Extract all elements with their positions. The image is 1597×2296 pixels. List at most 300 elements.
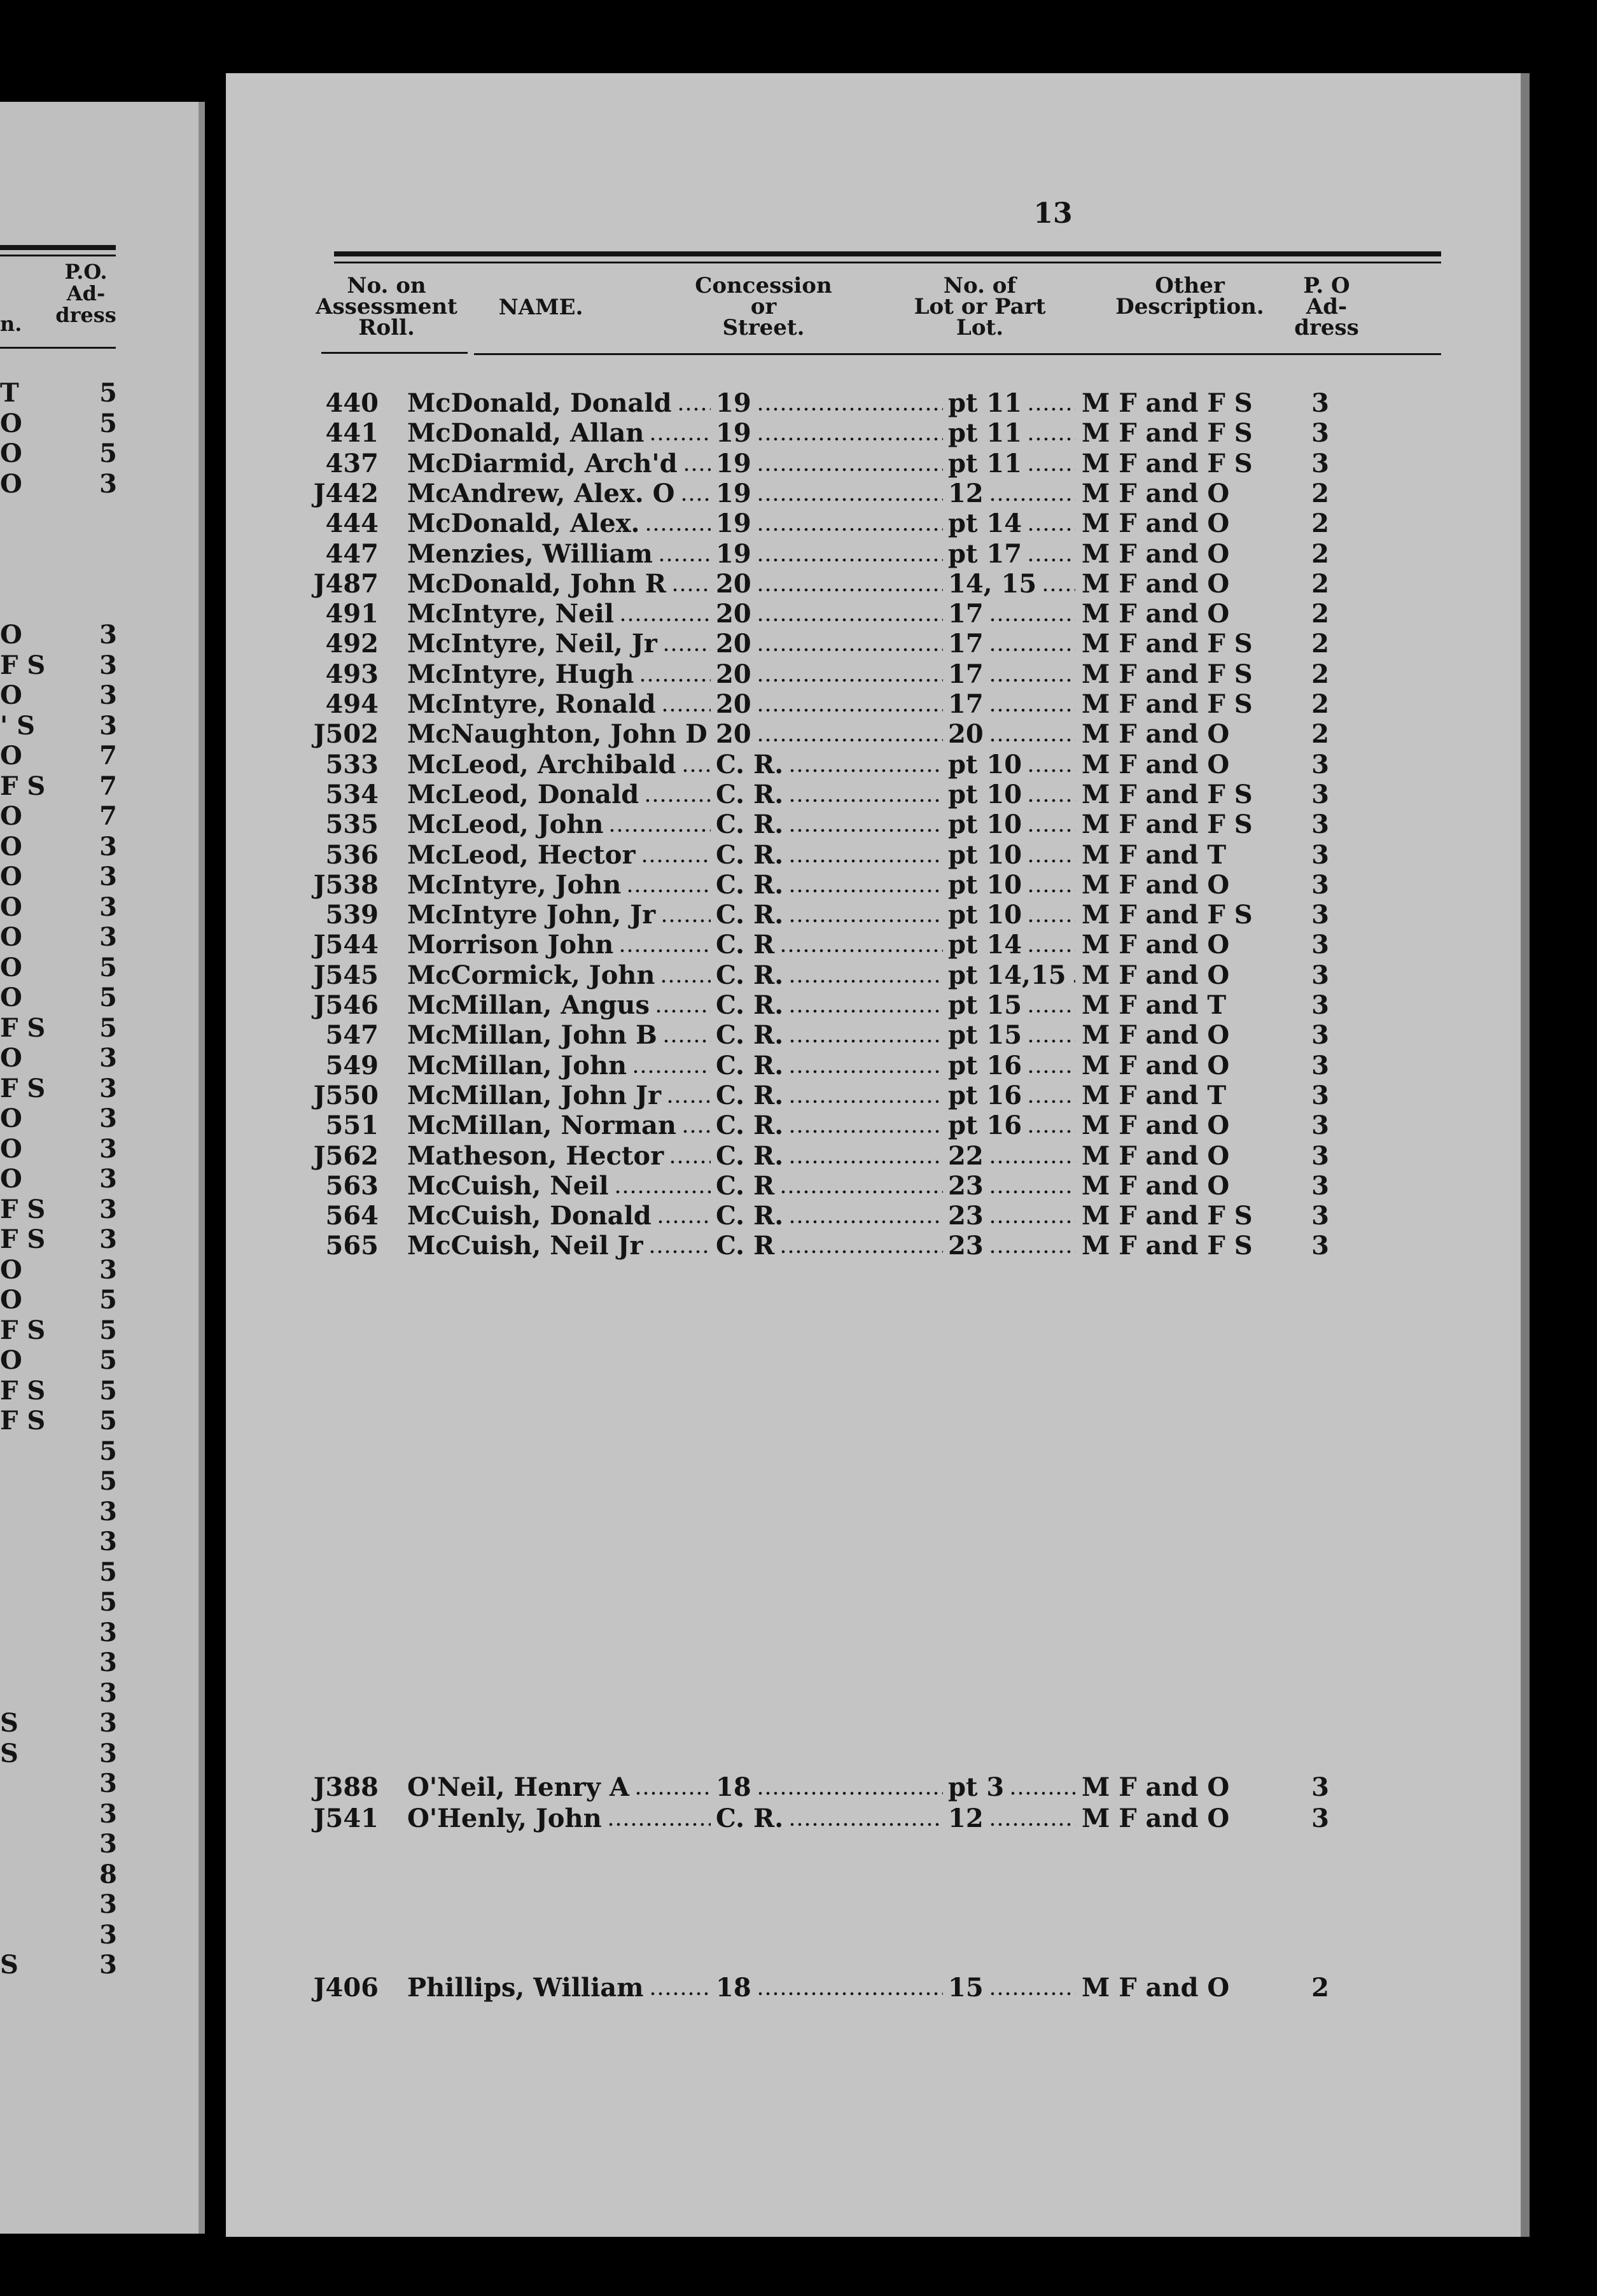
- description: M F and F S: [1082, 659, 1253, 689]
- owner-name: McDonald, Allan: [407, 418, 645, 449]
- left-row-fragment: ' S: [0, 710, 36, 741]
- left-row-fragment: O: [0, 1103, 22, 1133]
- description: M F and O: [1082, 960, 1230, 990]
- concession: 20: [716, 689, 751, 719]
- dot-leader: [1027, 1039, 1075, 1043]
- header-underline-roll: [321, 352, 468, 354]
- roll-number: J562: [313, 1140, 379, 1171]
- dot-leader: [1027, 1100, 1075, 1103]
- dot-leader: [677, 407, 711, 411]
- left-row: [0, 1195, 127, 1224]
- dot-leader: [788, 919, 943, 923]
- dot-leader: [788, 859, 943, 863]
- concession: 19: [716, 418, 751, 449]
- description: M F and F S: [1082, 779, 1253, 809]
- dot-leader: [989, 738, 1075, 742]
- concession: C. R.: [716, 1140, 784, 1171]
- owner-name: McIntyre, Ronald: [407, 689, 656, 719]
- owner-name: McIntyre, John: [407, 869, 622, 900]
- dot-leader: [779, 1190, 943, 1194]
- dot-leader: [788, 1100, 943, 1103]
- description: M F and F S: [1082, 388, 1253, 418]
- left-row-fragment: F S: [0, 650, 46, 680]
- dot-leader: [649, 437, 711, 441]
- concession: C. R.: [716, 960, 784, 990]
- dot-leader: [788, 1039, 943, 1043]
- lot-number: 22: [948, 1140, 984, 1171]
- left-row: [0, 1376, 127, 1406]
- left-row: [0, 741, 127, 771]
- left-header-rule-thick: [0, 245, 116, 250]
- concession: 19: [716, 538, 751, 569]
- concession: C. R.: [716, 1201, 784, 1231]
- po-address: 3: [1311, 900, 1329, 930]
- roll-number: 565: [325, 1231, 379, 1261]
- left-row: [0, 832, 127, 862]
- roll-number: J546: [313, 990, 379, 1020]
- left-row-po: 5: [99, 378, 117, 408]
- left-header-po-address: P.O. Ad- dress: [55, 260, 116, 327]
- table-row: [226, 508, 1521, 538]
- lot-number: 17: [948, 689, 984, 719]
- po-address: 3: [1311, 388, 1329, 418]
- description: M F and O: [1082, 568, 1230, 599]
- roll-number: J406: [313, 1973, 379, 2003]
- description: M F and F S: [1082, 448, 1253, 479]
- dot-leader: [681, 769, 711, 773]
- dot-leader: [1027, 799, 1075, 802]
- dot-leader: [788, 1130, 943, 1133]
- left-row: [0, 1558, 127, 1587]
- roll-number: 441: [325, 418, 379, 449]
- owner-name: O'Henly, John: [407, 1803, 602, 1833]
- left-row: [0, 620, 127, 650]
- dot-leader: [1027, 829, 1075, 832]
- concession: C. R.: [716, 1050, 784, 1081]
- lot-number: pt 16: [948, 1080, 1022, 1110]
- roll-number: 549: [325, 1050, 379, 1081]
- left-row: [0, 1316, 127, 1345]
- dot-leader: [1027, 407, 1075, 411]
- dot-leader: [644, 799, 711, 802]
- po-address: 2: [1311, 599, 1329, 629]
- left-row: [0, 1830, 127, 1859]
- left-row: [0, 651, 127, 680]
- description: M F and T: [1082, 990, 1227, 1020]
- left-row-po: 5: [99, 1587, 117, 1617]
- left-header-rule-thin: [0, 255, 116, 256]
- left-row-fragment: S: [0, 1950, 18, 1980]
- description: M F and O: [1082, 1020, 1230, 1051]
- description: M F and O: [1082, 1772, 1230, 1802]
- owner-name: McNaughton, John D: [407, 719, 708, 750]
- left-row-po: 3: [99, 1043, 117, 1073]
- concession: C. R: [716, 1231, 775, 1261]
- header-lot: No. of Lot or Part Lot.: [914, 273, 1046, 340]
- left-row-fragment: O: [0, 468, 22, 499]
- left-row-po: 5: [99, 438, 117, 468]
- owner-name: McDonald, John R: [407, 568, 666, 599]
- left-row-po: 3: [99, 1738, 117, 1768]
- left-row-po: 3: [99, 1164, 117, 1194]
- left-page-fragment: [0, 102, 204, 2234]
- concession: 19: [716, 388, 751, 418]
- dot-leader: [989, 1190, 1075, 1194]
- description: M F and O: [1082, 538, 1230, 569]
- po-address: 2: [1311, 568, 1329, 599]
- left-row: [0, 862, 127, 892]
- po-address: 3: [1311, 960, 1329, 990]
- left-row-fragment: O: [0, 983, 22, 1012]
- owner-name: McCormick, John: [407, 960, 655, 990]
- left-row-fragment: O: [0, 680, 22, 710]
- po-address: 3: [1311, 418, 1329, 449]
- table-row: [226, 1081, 1521, 1110]
- dot-leader: [666, 1100, 711, 1103]
- lot-number: 17: [948, 629, 984, 659]
- left-row: [0, 983, 127, 1012]
- table-row: [226, 1171, 1521, 1201]
- left-row: [0, 711, 127, 741]
- right-page-edge: [1521, 73, 1530, 2237]
- dot-leader: [757, 468, 943, 472]
- table-row: [226, 659, 1521, 689]
- roll-number: J545: [313, 960, 379, 990]
- po-address: 3: [1311, 749, 1329, 780]
- po-address: 3: [1311, 1050, 1329, 1081]
- register-page: [226, 73, 1521, 2237]
- lot-number: pt 11: [948, 418, 1022, 449]
- table-row: [226, 388, 1521, 418]
- table-row: [226, 1141, 1521, 1171]
- left-row: [0, 1437, 127, 1466]
- dot-leader: [1027, 528, 1075, 531]
- po-address: 3: [1311, 1231, 1329, 1261]
- owner-name: McLeod, Hector: [407, 839, 636, 870]
- concession: 19: [716, 448, 751, 479]
- dot-leader: [989, 1823, 1075, 1826]
- dot-leader: [1027, 437, 1075, 441]
- po-address: 2: [1311, 508, 1329, 539]
- left-row-po: 3: [99, 680, 117, 710]
- dot-leader: [1027, 558, 1075, 562]
- description: M F and O: [1082, 930, 1230, 960]
- left-row: [0, 1527, 127, 1557]
- description: M F and F S: [1082, 418, 1253, 449]
- lot-number: pt 10: [948, 809, 1022, 840]
- description: M F and O: [1082, 869, 1230, 900]
- concession: C. R.: [716, 1080, 784, 1110]
- po-address: 2: [1311, 538, 1329, 569]
- roll-number: 563: [325, 1170, 379, 1201]
- owner-name: McDiarmid, Arch'd: [407, 448, 678, 479]
- lot-number: pt 10: [948, 779, 1022, 809]
- lot-number: pt 10: [948, 839, 1022, 870]
- dot-leader: [671, 588, 711, 592]
- left-row: [0, 1467, 127, 1496]
- left-row-po: 7: [99, 801, 117, 831]
- dot-leader: [779, 1250, 943, 1254]
- dot-leader: [680, 498, 711, 501]
- header-po-address: P. O Ad- dress: [1294, 273, 1359, 340]
- description: M F and F S: [1082, 689, 1253, 719]
- description: M F and O: [1082, 719, 1230, 750]
- left-row-po: 3: [99, 1194, 117, 1224]
- dot-leader: [788, 1220, 943, 1224]
- table-row: [226, 449, 1521, 479]
- roll-number: 534: [325, 779, 379, 809]
- dot-leader: [757, 498, 943, 501]
- left-row-po: 3: [99, 831, 117, 862]
- dot-leader: [757, 407, 943, 411]
- roll-number: 551: [325, 1110, 379, 1141]
- concession: 20: [716, 599, 751, 629]
- dot-leader: [989, 1160, 1075, 1164]
- left-row: [0, 1406, 127, 1436]
- dot-leader: [788, 1823, 943, 1826]
- left-row: [0, 1890, 127, 1919]
- dot-leader: [1027, 889, 1075, 893]
- description: M F and O: [1082, 478, 1230, 508]
- description: M F and F S: [1082, 900, 1253, 930]
- dot-leader: [1027, 949, 1075, 953]
- header-rule-thick: [334, 251, 1441, 256]
- left-row: [0, 591, 127, 620]
- owner-name: McIntyre, Hugh: [407, 659, 634, 689]
- left-row-po: 5: [99, 1012, 117, 1043]
- dot-leader: [989, 708, 1075, 712]
- dot-leader: [757, 528, 943, 531]
- lot-number: 23: [948, 1201, 984, 1231]
- left-row-fragment: S: [0, 1708, 18, 1738]
- dot-leader: [779, 949, 943, 953]
- lot-number: pt 16: [948, 1110, 1022, 1141]
- concession: C. R.: [716, 990, 784, 1020]
- left-row-fragment: O: [0, 741, 22, 771]
- left-row-po: 3: [99, 1708, 117, 1738]
- left-row: [0, 1588, 127, 1617]
- table-row: [226, 569, 1521, 599]
- owner-name: Phillips, William: [407, 1973, 644, 2003]
- concession: C. R: [716, 1170, 775, 1201]
- owner-name: McDonald, Alex.: [407, 508, 640, 539]
- table-row: [226, 900, 1521, 930]
- po-address: 3: [1311, 1201, 1329, 1231]
- left-row: [0, 1618, 127, 1648]
- dot-leader: [1009, 1791, 1075, 1795]
- lot-number: pt 16: [948, 1050, 1022, 1081]
- roll-number: 444: [325, 508, 379, 539]
- left-row: [0, 1709, 127, 1738]
- roll-number: 447: [325, 538, 379, 569]
- left-row-po: 3: [99, 862, 117, 892]
- dot-leader: [608, 829, 711, 832]
- roll-number: J442: [313, 478, 379, 508]
- dot-leader: [1071, 979, 1075, 983]
- left-row: [0, 1346, 127, 1375]
- table-row: [226, 1201, 1521, 1231]
- left-row-fragment: O: [0, 620, 22, 650]
- po-address: 2: [1311, 1973, 1329, 2003]
- lot-number: 23: [948, 1231, 984, 1261]
- roll-number: 547: [325, 1020, 379, 1051]
- left-row: [0, 1950, 127, 1980]
- left-row: [0, 1921, 127, 1950]
- po-address: 3: [1311, 839, 1329, 870]
- left-row-fragment: O: [0, 1133, 22, 1164]
- dot-leader: [788, 979, 943, 983]
- po-address: 3: [1311, 990, 1329, 1020]
- roll-number: 564: [325, 1201, 379, 1231]
- dot-leader: [989, 1250, 1075, 1254]
- table-row: [226, 990, 1521, 1020]
- owner-name: McLeod, Donald: [407, 779, 639, 809]
- po-address: 3: [1311, 1020, 1329, 1051]
- left-row-po: 3: [99, 650, 117, 680]
- roll-number: 536: [325, 839, 379, 870]
- concession: 20: [716, 719, 751, 750]
- po-address: 2: [1311, 719, 1329, 750]
- table-row: [226, 1231, 1521, 1261]
- table-row: [226, 689, 1521, 719]
- left-row-po: 3: [99, 1798, 117, 1829]
- left-row-po: 3: [99, 1768, 117, 1798]
- left-row-po: 5: [99, 1375, 117, 1406]
- left-row-po: 3: [99, 1648, 117, 1677]
- lot-number: pt 3: [948, 1772, 1005, 1802]
- description: M F and O: [1082, 1110, 1230, 1141]
- lot-number: 17: [948, 659, 984, 689]
- table-row: [226, 418, 1521, 448]
- left-row-po: 3: [99, 1919, 117, 1950]
- left-row: [0, 530, 127, 559]
- owner-name: O'Neil, Henry A: [407, 1772, 629, 1802]
- description: M F and O: [1082, 1170, 1230, 1201]
- left-row-fragment: F S: [0, 1224, 46, 1254]
- dot-leader: [1027, 859, 1075, 863]
- dot-leader: [645, 528, 711, 531]
- left-row-po: 3: [99, 1224, 117, 1254]
- dot-leader: [788, 829, 943, 832]
- roll-number: J502: [313, 719, 379, 750]
- dot-leader: [683, 468, 711, 472]
- dot-leader: [1042, 588, 1075, 592]
- left-row: [0, 439, 127, 468]
- dot-leader: [757, 648, 943, 652]
- concession: 18: [716, 1973, 751, 2003]
- description: M F and T: [1082, 1080, 1227, 1110]
- dot-leader: [989, 648, 1075, 652]
- left-header-rule-bottom: [0, 347, 116, 349]
- left-row-po: 3: [99, 1527, 117, 1557]
- description: M F and T: [1082, 839, 1227, 870]
- lot-number: pt 11: [948, 388, 1022, 418]
- po-address: 3: [1311, 779, 1329, 809]
- table-row: [226, 1803, 1521, 1833]
- owner-name: McMillan, John: [407, 1050, 627, 1081]
- dot-leader: [989, 1992, 1075, 1996]
- concession: C. R.: [716, 1020, 784, 1051]
- dot-leader: [1027, 919, 1075, 923]
- roll-number: J544: [313, 930, 379, 960]
- lot-number: pt 17: [948, 538, 1022, 569]
- dot-leader: [757, 1791, 943, 1795]
- description: M F and O: [1082, 1973, 1230, 2003]
- left-row: [0, 1074, 127, 1103]
- table-row: [226, 840, 1521, 870]
- left-row-fragment: S: [0, 1738, 18, 1768]
- left-row: [0, 1135, 127, 1164]
- left-row-po: 3: [99, 1254, 117, 1285]
- left-row-fragment: O: [0, 1285, 22, 1315]
- owner-name: McMillan, John Jr: [407, 1080, 662, 1110]
- left-row-po: 3: [99, 1496, 117, 1527]
- owner-name: McIntyre John, Jr: [407, 900, 656, 930]
- left-row-po: 3: [99, 1829, 117, 1859]
- left-row-fragment: F S: [0, 1406, 46, 1436]
- dot-leader: [757, 588, 943, 592]
- left-row-fragment: O: [0, 862, 22, 892]
- dot-leader: [788, 799, 943, 802]
- left-row: [0, 802, 127, 831]
- dot-leader: [641, 859, 711, 863]
- owner-name: McCuish, Donald: [407, 1201, 652, 1231]
- left-row-po: 5: [99, 1345, 117, 1375]
- left-row: [0, 1497, 127, 1527]
- dot-leader: [788, 889, 943, 893]
- roll-number: 535: [325, 809, 379, 840]
- header-description: Other Description.: [1115, 273, 1264, 319]
- lot-number: pt 14: [948, 508, 1022, 539]
- table-row: [226, 960, 1521, 990]
- lot-number: pt 14: [948, 930, 1022, 960]
- left-row-po: 5: [99, 1315, 117, 1345]
- left-row-po: 3: [99, 1617, 117, 1648]
- description: M F and O: [1082, 749, 1230, 780]
- dot-leader: [660, 979, 711, 983]
- left-row-fragment: O: [0, 1164, 22, 1194]
- concession: C. R.: [716, 1803, 784, 1833]
- description: M F and F S: [1082, 1231, 1253, 1261]
- owner-name: Menzies, William: [407, 538, 653, 569]
- dot-leader: [648, 1250, 711, 1254]
- owner-name: McLeod, John: [407, 809, 604, 840]
- concession: C. R.: [716, 900, 784, 930]
- description: M F and F S: [1082, 629, 1253, 659]
- left-row-po: 3: [99, 892, 117, 922]
- left-row: [0, 1285, 127, 1315]
- page-number: 13: [1033, 197, 1073, 230]
- roll-number: J541: [313, 1803, 379, 1833]
- left-row: [0, 1648, 127, 1677]
- owner-name: Matheson, Hector: [407, 1140, 664, 1171]
- concession: C. R.: [716, 869, 784, 900]
- po-address: 3: [1311, 809, 1329, 840]
- left-row-po: 5: [99, 1436, 117, 1466]
- left-row-fragment: O: [0, 801, 22, 831]
- po-address: 3: [1311, 930, 1329, 960]
- lot-number: 17: [948, 599, 984, 629]
- dot-leader: [669, 1160, 711, 1164]
- left-row-fragment: O: [0, 438, 22, 468]
- left-row-fragment: T: [0, 378, 19, 408]
- table-row: [226, 479, 1521, 508]
- left-row-fragment: O: [0, 408, 22, 438]
- dot-leader: [658, 558, 711, 562]
- po-address: 2: [1311, 689, 1329, 719]
- left-row-fragment: O: [0, 922, 22, 952]
- description: M F and F S: [1082, 809, 1253, 840]
